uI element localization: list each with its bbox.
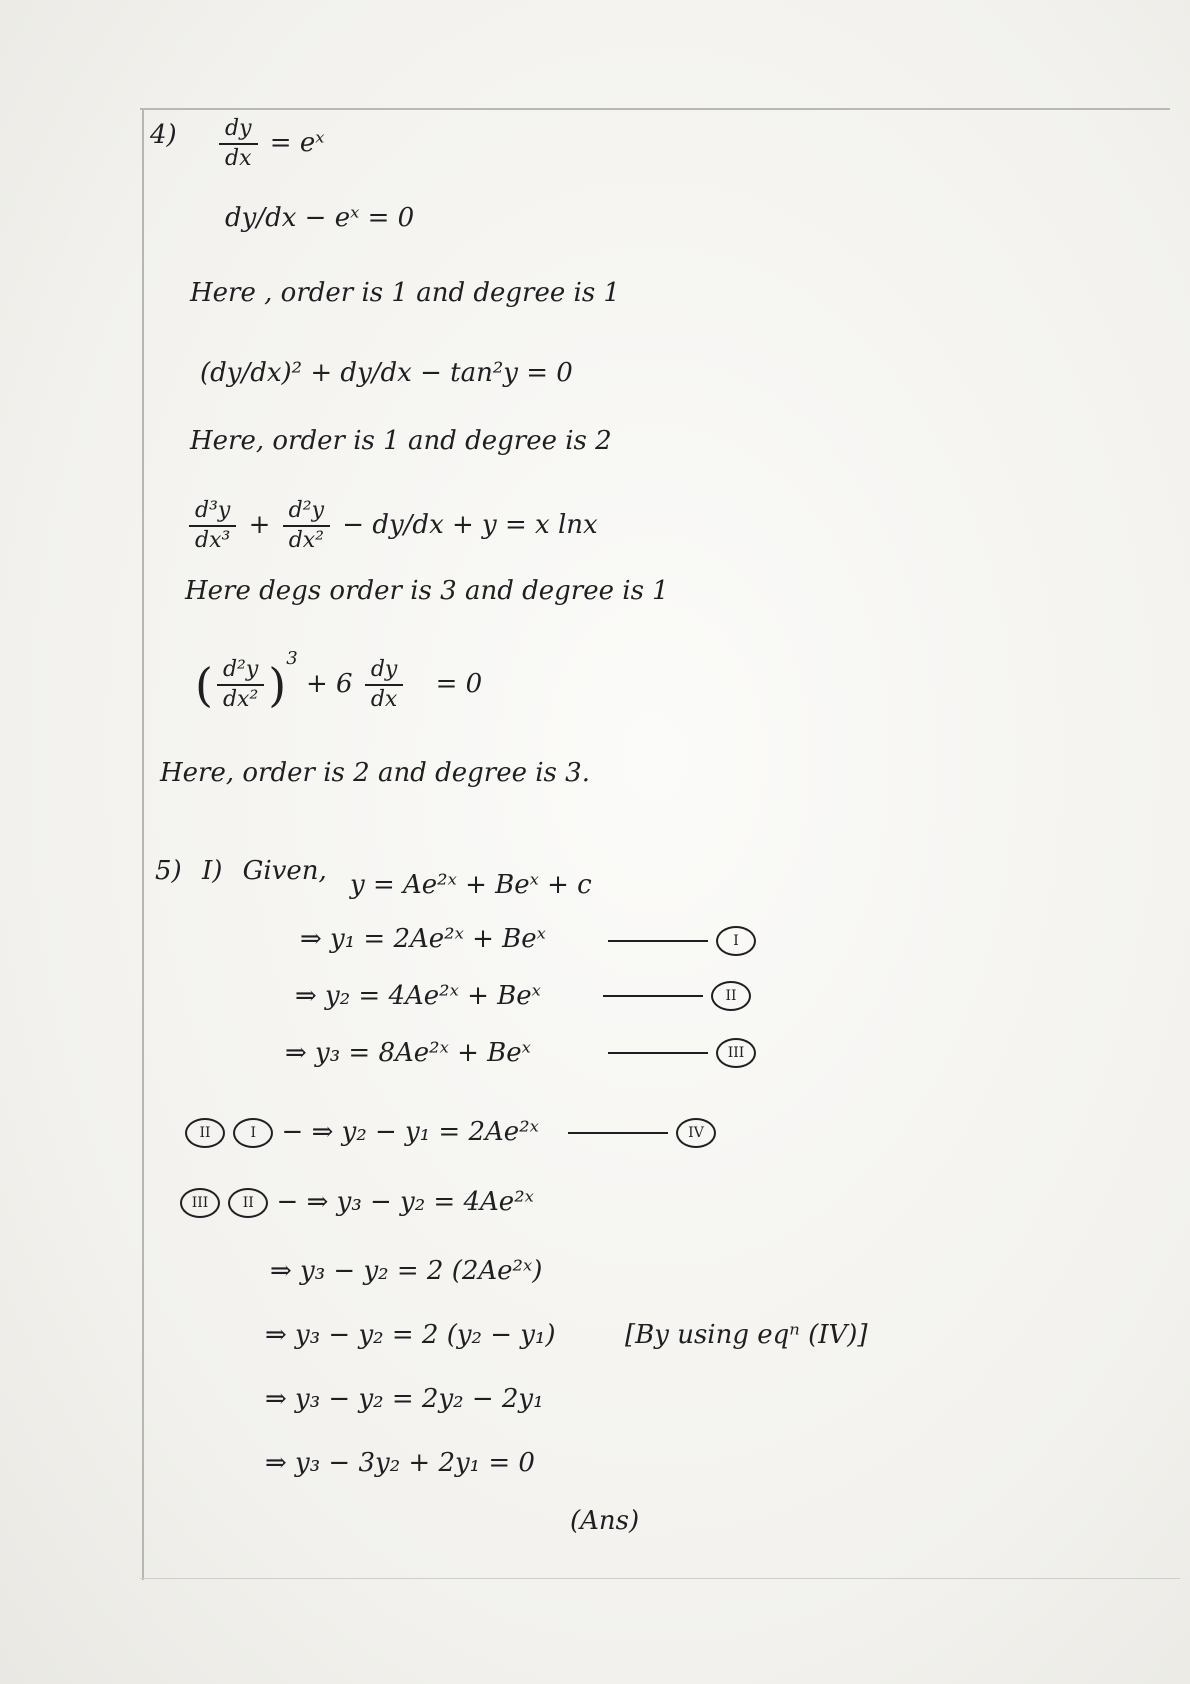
circled-tag-4: IV bbox=[676, 1118, 716, 1148]
step-5: ⇒ y₃ − y₂ = 2y₂ − 2y₁ bbox=[265, 1384, 544, 1414]
eq1-rhs: = eˣ bbox=[269, 128, 325, 158]
given-label: Given, bbox=[242, 856, 327, 886]
eq4-term2-den: dx bbox=[370, 687, 398, 712]
section-5-number: 5) bbox=[155, 856, 182, 886]
answer-mark: (Ans) bbox=[570, 1506, 640, 1536]
eq3-term1-num: d³y bbox=[189, 500, 236, 527]
answer-3: Here degs order is 3 and degree is 1 bbox=[185, 576, 669, 606]
circled-ref-c: III bbox=[180, 1188, 220, 1218]
eq1-numerator: dy bbox=[219, 118, 258, 145]
eq3-term2-den: dx² bbox=[288, 528, 324, 553]
tag-leader-line bbox=[603, 995, 703, 997]
left-margin-line bbox=[142, 110, 144, 1580]
answer-4: Here, order is 2 and degree is 3. bbox=[160, 758, 590, 788]
tag-leader-line bbox=[568, 1132, 668, 1134]
tag-leader-line bbox=[608, 1052, 708, 1054]
derivative-3: ⇒ y₃ = 8Ae²ˣ + Beˣ bbox=[285, 1038, 531, 1068]
eq4-exponent: 3 bbox=[286, 648, 298, 669]
eq2: (dy/dx)² + dy/dx − tan²y = 0 bbox=[200, 358, 573, 388]
step1-text: − ⇒ y₂ − y₁ = 2Ae²ˣ bbox=[281, 1117, 539, 1147]
eq4-term2-num: dy bbox=[365, 659, 404, 686]
derivative-2: ⇒ y₂ = 4Ae²ˣ + Beˣ bbox=[295, 981, 541, 1011]
eq4-inner-den: dx² bbox=[222, 687, 259, 712]
reference-note: [By using eqⁿ (IV)] bbox=[625, 1320, 868, 1350]
derivative-1-tag bbox=[600, 926, 756, 956]
eq1-denominator: dx bbox=[225, 146, 252, 171]
section-4-label: 4) bbox=[150, 120, 177, 150]
circled-ref-a: II bbox=[185, 1118, 225, 1148]
circled-tag-3: III bbox=[716, 1038, 756, 1068]
eq4-term2 bbox=[365, 659, 404, 711]
answer-2: Here, order is 1 and degree is 2 bbox=[190, 426, 612, 456]
eq4-inner bbox=[217, 659, 264, 711]
eq4-rhs: = 0 bbox=[435, 669, 483, 699]
step-3: ⇒ y₃ − y₂ = 2 (2Ae²ˣ) bbox=[270, 1256, 543, 1286]
step1-tag bbox=[560, 1118, 716, 1148]
eq1b: dy/dx − eˣ = 0 bbox=[225, 203, 415, 233]
eq4-mid: + 6 bbox=[305, 669, 353, 699]
eq3-rest: − dy/dx + y = x lnx bbox=[342, 510, 598, 540]
derivative-2-tag bbox=[595, 981, 751, 1011]
circled-ref-b: I bbox=[233, 1118, 273, 1148]
subtraction-step-1 bbox=[185, 1118, 539, 1148]
circled-tag-1: I bbox=[716, 926, 756, 956]
step2-text: − ⇒ y₃ − y₂ = 4Ae²ˣ bbox=[276, 1187, 534, 1217]
eq3-term1-den: dx³ bbox=[195, 528, 231, 553]
eq3-term2-num: d²y bbox=[283, 500, 330, 527]
part-label: I) bbox=[201, 856, 223, 886]
derivative-3-tag bbox=[600, 1038, 756, 1068]
step-4: ⇒ y₃ − y₂ = 2 (y₂ − y₁) bbox=[265, 1320, 556, 1350]
step-6: ⇒ y₃ − 3y₂ + 2y₁ = 0 bbox=[265, 1448, 535, 1478]
eq3-term2 bbox=[283, 500, 330, 552]
eq4-inner-num: d²y bbox=[217, 659, 264, 686]
tag-leader-line bbox=[608, 940, 708, 942]
section-5-label bbox=[155, 858, 327, 884]
derivative-1: ⇒ y₁ = 2Ae²ˣ + Beˣ bbox=[300, 924, 546, 954]
eq1-fraction bbox=[219, 118, 258, 170]
eq1 bbox=[215, 118, 324, 170]
top-margin-line bbox=[140, 108, 1170, 110]
answer-1: Here , order is 1 and degree is 1 bbox=[190, 278, 620, 308]
eq4: ( $\frac{\text{d²y}}{\text{dx²}}$ )$^3$ + 6 $\frac{dy}{dx}$ = 0 bbox=[195, 648, 483, 712]
subtraction-step-2 bbox=[180, 1188, 534, 1218]
eq3-term1 bbox=[189, 500, 236, 552]
given-equation: y = Ae²ˣ + Beˣ + c bbox=[350, 870, 592, 900]
bottom-margin-line bbox=[140, 1578, 1180, 1579]
circled-tag-2: II bbox=[711, 981, 751, 1011]
circled-ref-d: II bbox=[228, 1188, 268, 1218]
eq3: $\frac{\text{d³y}}{\text{dx³}}$ + $\frac{\text{d²y}}{\text{dx²}}$ − dy/dx + y = x lnx bbox=[185, 500, 598, 552]
